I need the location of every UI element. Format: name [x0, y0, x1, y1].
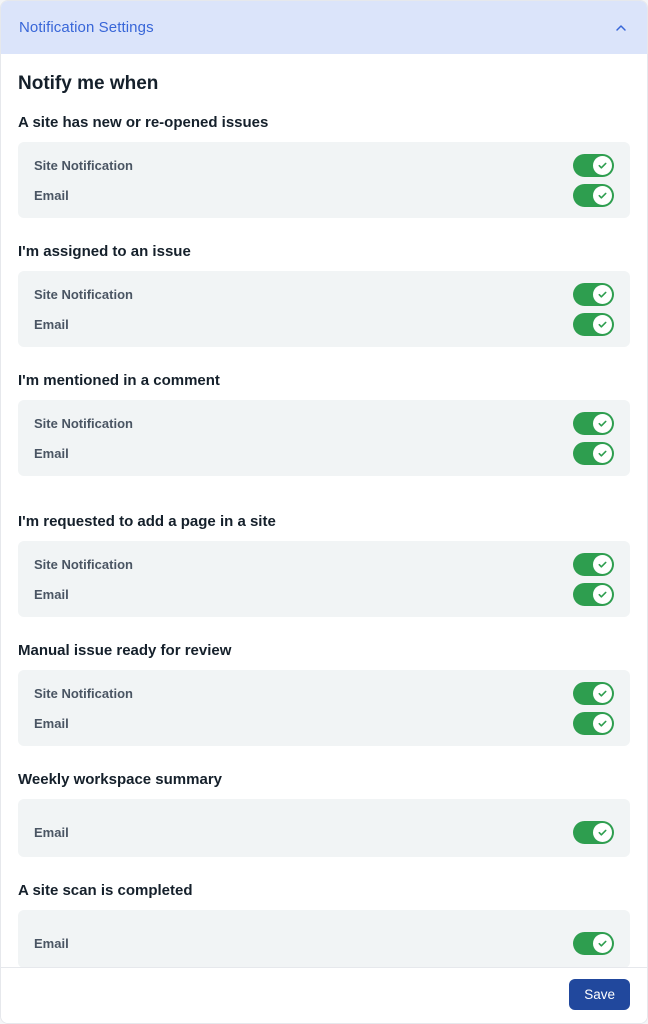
toggle-row	[34, 680, 614, 706]
section-heading: Weekly workspace summary	[18, 771, 223, 788]
toggle-row	[34, 152, 614, 178]
check-icon	[597, 418, 608, 429]
toggle-knob	[593, 934, 612, 953]
section-card	[18, 541, 630, 617]
toggle-switch[interactable]	[573, 583, 614, 606]
check-icon	[597, 718, 608, 729]
toggle-knob	[593, 186, 612, 205]
toggle-row-label: Email	[34, 935, 69, 951]
toggle-row-label: Site Notification	[34, 157, 133, 173]
toggle-row-label: Email	[34, 824, 69, 840]
section-heading: Manual issue ready for review	[18, 642, 232, 659]
panel-body	[1, 54, 647, 967]
check-icon	[597, 448, 608, 459]
toggle-row	[34, 440, 614, 466]
section-heading: I'm assigned to an issue	[18, 243, 191, 260]
panel-header[interactable]	[1, 1, 647, 54]
toggle-switch[interactable]	[573, 412, 614, 435]
notification-section	[18, 770, 630, 857]
toggle-row	[34, 281, 614, 307]
toggle-row-label: Site Notification	[34, 556, 133, 572]
panel-footer	[1, 967, 647, 1023]
toggle-row	[34, 710, 614, 736]
toggle-switch[interactable]	[573, 283, 614, 306]
toggle-knob	[593, 285, 612, 304]
panel-header-title: Notification Settings	[19, 19, 154, 36]
section-heading: I'm mentioned in a comment	[18, 372, 220, 389]
toggle-row	[34, 581, 614, 607]
toggle-row-label: Email	[34, 445, 69, 461]
toggle-knob	[593, 315, 612, 334]
toggle-row	[34, 410, 614, 436]
notification-section	[18, 881, 630, 967]
toggle-knob	[593, 714, 612, 733]
toggle-switch[interactable]	[573, 442, 614, 465]
toggle-switch[interactable]	[573, 313, 614, 336]
check-icon	[597, 688, 608, 699]
section-heading: I'm requested to add a page in a site	[18, 513, 276, 530]
notification-section	[18, 242, 630, 347]
toggle-switch[interactable]	[573, 154, 614, 177]
toggle-knob	[593, 414, 612, 433]
check-icon	[597, 559, 608, 570]
toggle-switch[interactable]	[573, 553, 614, 576]
toggle-row-label: Email	[34, 187, 69, 203]
page-title: Notify me when	[18, 73, 159, 94]
section-card	[18, 271, 630, 347]
toggle-row-label: Site Notification	[34, 415, 133, 431]
notification-section	[18, 113, 630, 218]
toggle-row	[34, 930, 614, 956]
toggle-row-label: Email	[34, 586, 69, 602]
section-card	[18, 142, 630, 218]
toggle-knob	[593, 555, 612, 574]
toggle-knob	[593, 156, 612, 175]
notification-section	[18, 371, 630, 476]
section-heading: A site scan is completed	[18, 882, 193, 899]
toggle-row	[34, 311, 614, 337]
toggle-switch[interactable]	[573, 712, 614, 735]
toggle-knob	[593, 444, 612, 463]
notification-section	[18, 641, 630, 746]
check-icon	[597, 160, 608, 171]
toggle-switch[interactable]	[573, 682, 614, 705]
chevron-up-icon[interactable]	[613, 20, 629, 36]
check-icon	[597, 827, 608, 838]
toggle-knob	[593, 585, 612, 604]
toggle-row	[34, 182, 614, 208]
check-icon	[597, 289, 608, 300]
toggle-switch[interactable]	[573, 184, 614, 207]
toggle-row-label: Site Notification	[34, 286, 133, 302]
toggle-row-label: Email	[34, 715, 69, 731]
section-card	[18, 400, 630, 476]
toggle-row-label: Site Notification	[34, 685, 133, 701]
toggle-row	[34, 819, 614, 845]
check-icon	[597, 589, 608, 600]
toggle-row-label: Email	[34, 316, 69, 332]
section-card	[18, 910, 630, 967]
notification-section	[18, 512, 630, 617]
toggle-knob	[593, 684, 612, 703]
check-icon	[597, 938, 608, 949]
section-card	[18, 670, 630, 746]
toggle-switch[interactable]	[573, 932, 614, 955]
toggle-knob	[593, 823, 612, 842]
check-icon	[597, 190, 608, 201]
toggle-row	[34, 551, 614, 577]
section-card	[18, 799, 630, 857]
section-heading: A site has new or re-opened issues	[18, 114, 269, 131]
toggle-switch[interactable]	[573, 821, 614, 844]
sections-container	[18, 113, 630, 967]
save-button[interactable]: Save	[569, 979, 630, 1010]
check-icon	[597, 319, 608, 330]
